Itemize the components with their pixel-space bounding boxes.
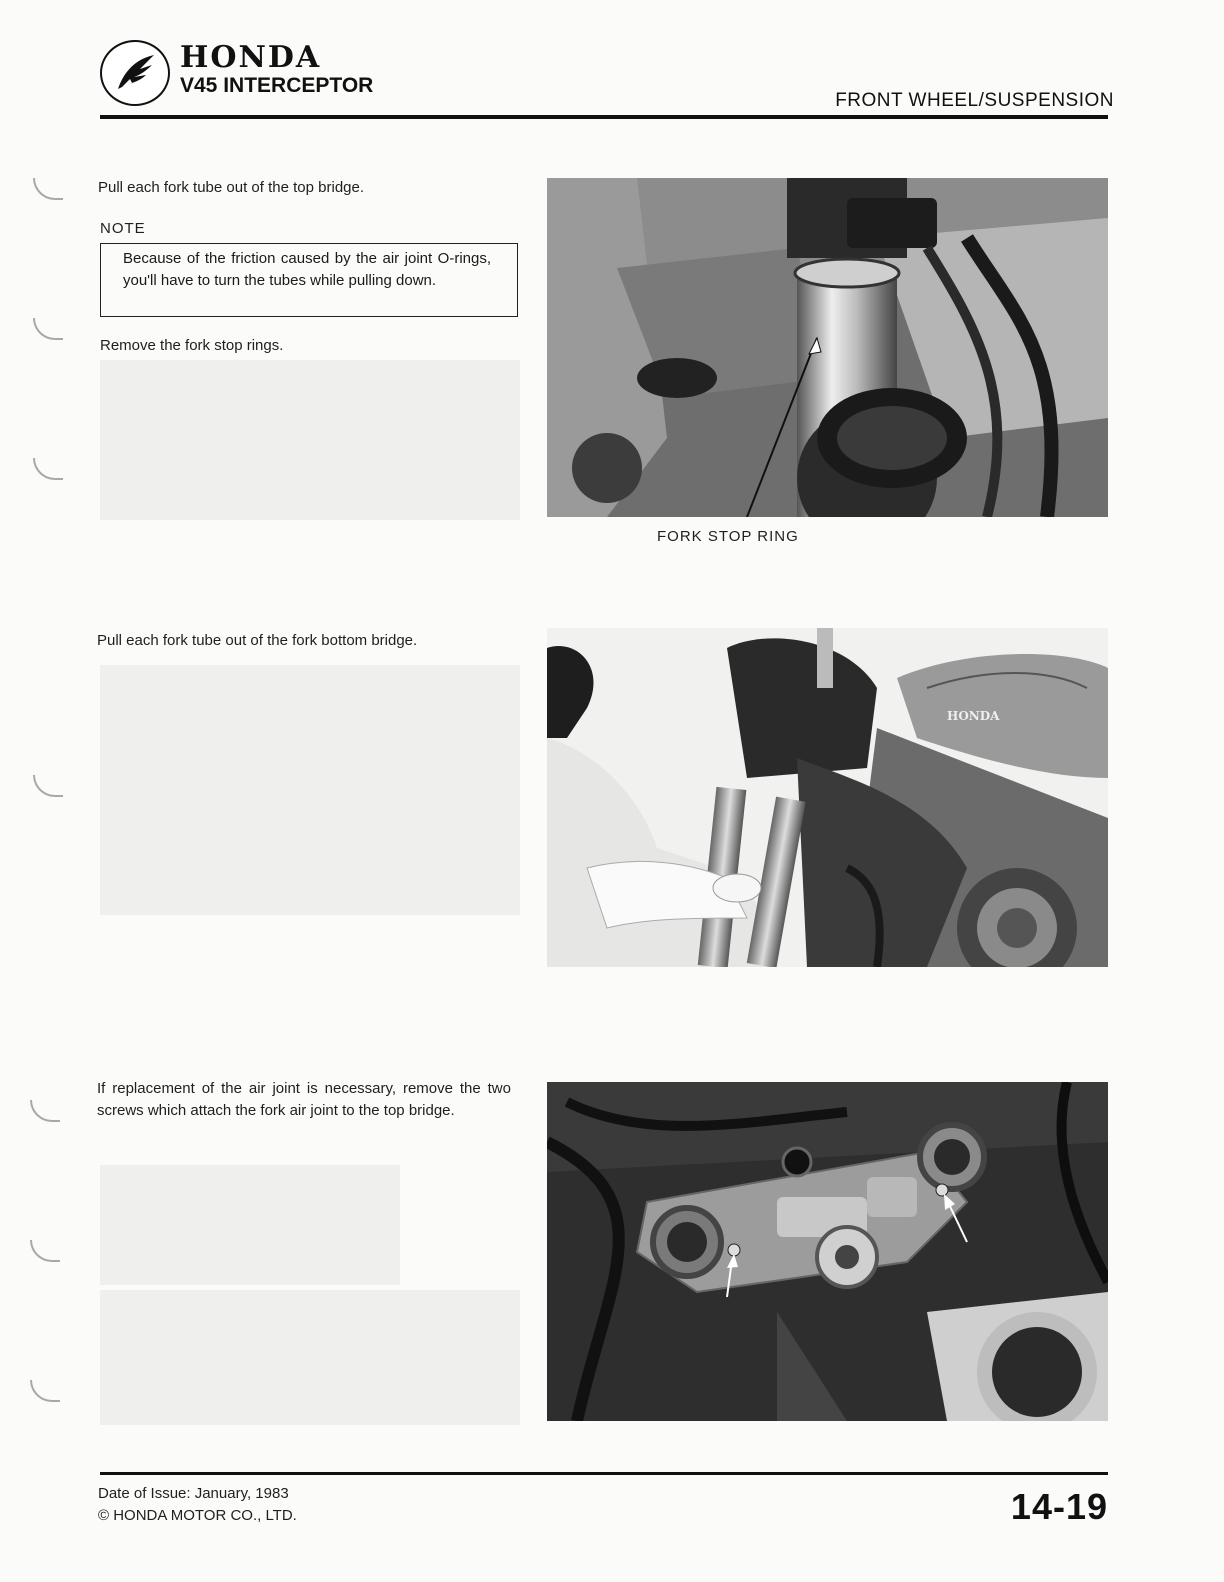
issue-date: Date of Issue: January, 1983 <box>98 1485 289 1502</box>
show-through-ghost <box>100 1290 520 1425</box>
wing-icon <box>110 51 160 95</box>
binder-hole-mark <box>30 1100 60 1122</box>
show-through-ghost <box>100 1165 400 1285</box>
header-rule <box>100 115 1108 119</box>
photo-fork-bottom-bridge <box>547 628 1108 967</box>
binder-hole-mark <box>33 178 63 200</box>
tank-logo-label: HONDA <box>947 709 1000 723</box>
page-number: 14-19 <box>1010 1486 1108 1527</box>
photo-fork-stop-ring <box>547 178 1108 517</box>
binder-hole-mark <box>30 1240 60 1262</box>
step-3-text: If replacement of the air joint is necessary, remove the two screws which attach the fork air joint to the top bridge. <box>97 1080 511 1119</box>
copyright: © HONDA MOTOR CO., LTD. <box>98 1507 297 1524</box>
binder-hole-mark <box>33 318 63 340</box>
model-name: V45 INTERCEPTOR <box>180 74 374 97</box>
honda-wing-logo <box>100 40 170 106</box>
binder-hole-mark <box>33 775 63 797</box>
photo-air-joint-screws <box>547 1082 1108 1421</box>
show-through-ghost <box>100 360 520 520</box>
section-title: FRONT WHEEL/SUSPENSION <box>835 90 1114 111</box>
brand-name: HONDA <box>180 40 322 75</box>
note-label: NOTE <box>100 220 146 237</box>
binder-hole-mark <box>30 1380 60 1402</box>
step-2-text: Pull each fork tube out of the fork bottom bridge. <box>97 632 418 649</box>
step-1-text-2: Remove the fork stop rings. <box>100 337 284 354</box>
show-through-ghost <box>100 665 520 915</box>
footer-rule <box>100 1472 1108 1475</box>
photo-caption: FORK STOP RING <box>657 528 799 545</box>
note-box: Because of the friction caused by the air joint O-rings, you'll have to turn the tubes while pulling down. <box>100 243 518 317</box>
binder-hole-mark <box>33 458 63 480</box>
step-1-text: Pull each fork tube out of the top bridge. <box>98 179 365 196</box>
